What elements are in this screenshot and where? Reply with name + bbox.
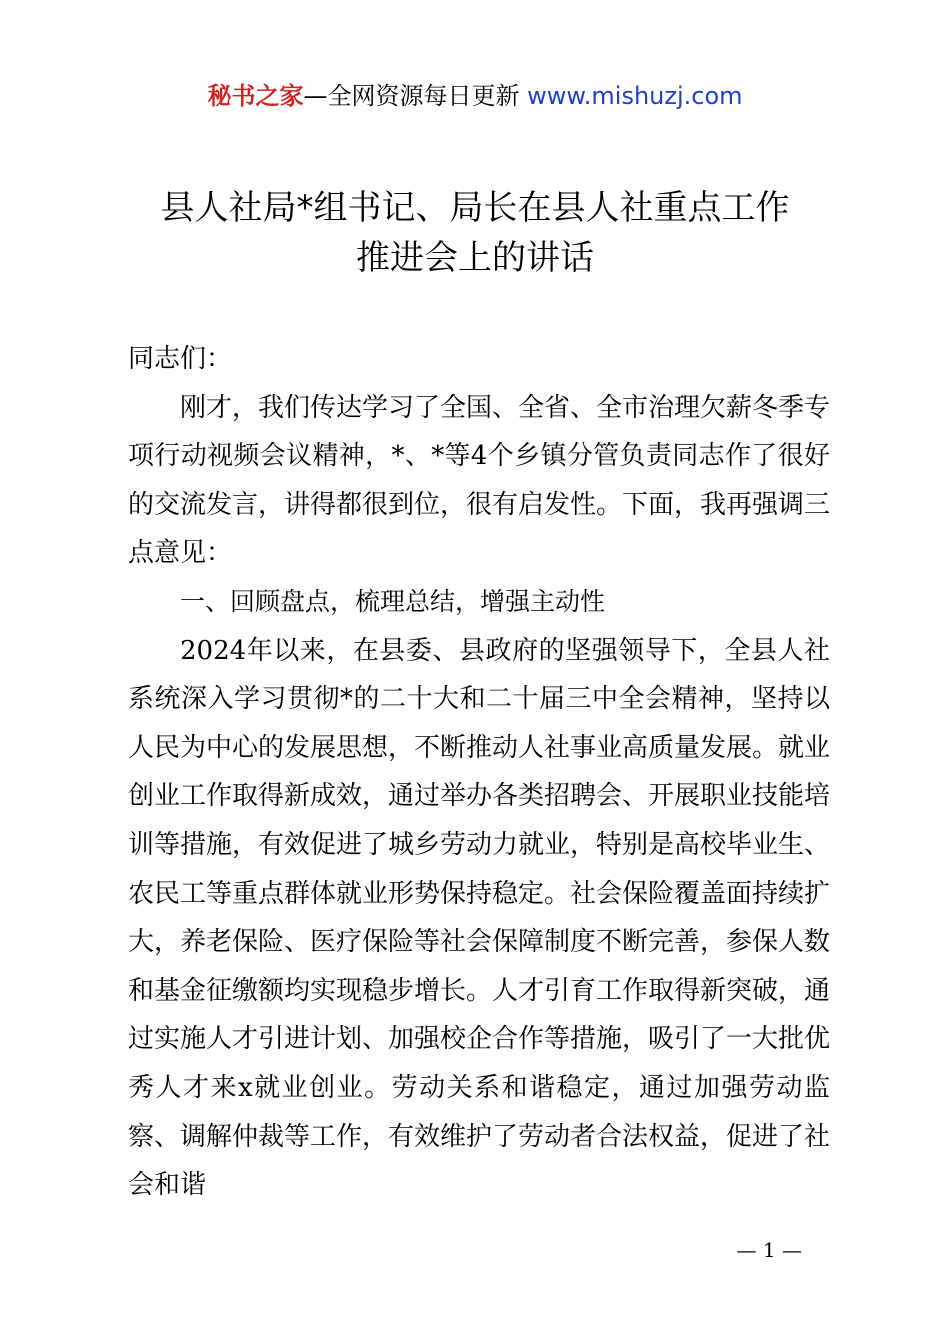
document-title [0,183,950,283]
paragraph-intro: 刚才，我们传达学习了全国、全省、全市治理欠薪冬季专项行动视频会议精神，*、*等4个乡镇分管负责同志作了很好的交流发言，讲得都很到位，很有启发性。下面，我再强调三点意见： [128,392,831,569]
section-heading-1: 一、回顾盘点，梳理总结，增强主动性 [180,586,606,616]
brand-name: 秘书之家 [207,82,304,110]
site-banner [0,80,950,112]
document-body [128,335,830,1210]
site-url-link[interactable]: www.mishuzj.com [527,82,743,110]
paragraph-review: 2024年以来，在县委、县政府的坚强领导下，全县人社系统深入学习贯彻*的二十大和二十届三中全会精神，坚持以人民为中心的发展思想，不断推动人社事业高质量发展。就业创业工作取得新成效，通过举办各类招聘会、开展职业技能培训等措施，有效促进了城乡劳动力就业，特别是高校毕业生、农民工等重点群体就业形势保持稳定。社会保险覆盖面持续扩大，养老保险、医疗保险等社会保障制度不断完善，参保人数和基金征缴额均实现稳步增长。人才引育工作取得新突破，通过实施人才引进计划、加强校企合作等措施，吸引了一大批优秀人才来x就业创业。劳动关系和谐稳定，通过加强劳动监察、调解仲裁等工作，有效维护了劳动者合法权益，促进了社会和谐 [128,635,831,1201]
title-line-2: 推进会上的讲话 [356,238,594,278]
salutation: 同志们： [128,344,233,374]
title-line-1: 县人社局*组书记、局长在县人社重点工作 [160,188,790,228]
page-number: — 1 — [736,1238,802,1262]
banner-slogan: —全网资源每日更新 [303,82,528,110]
